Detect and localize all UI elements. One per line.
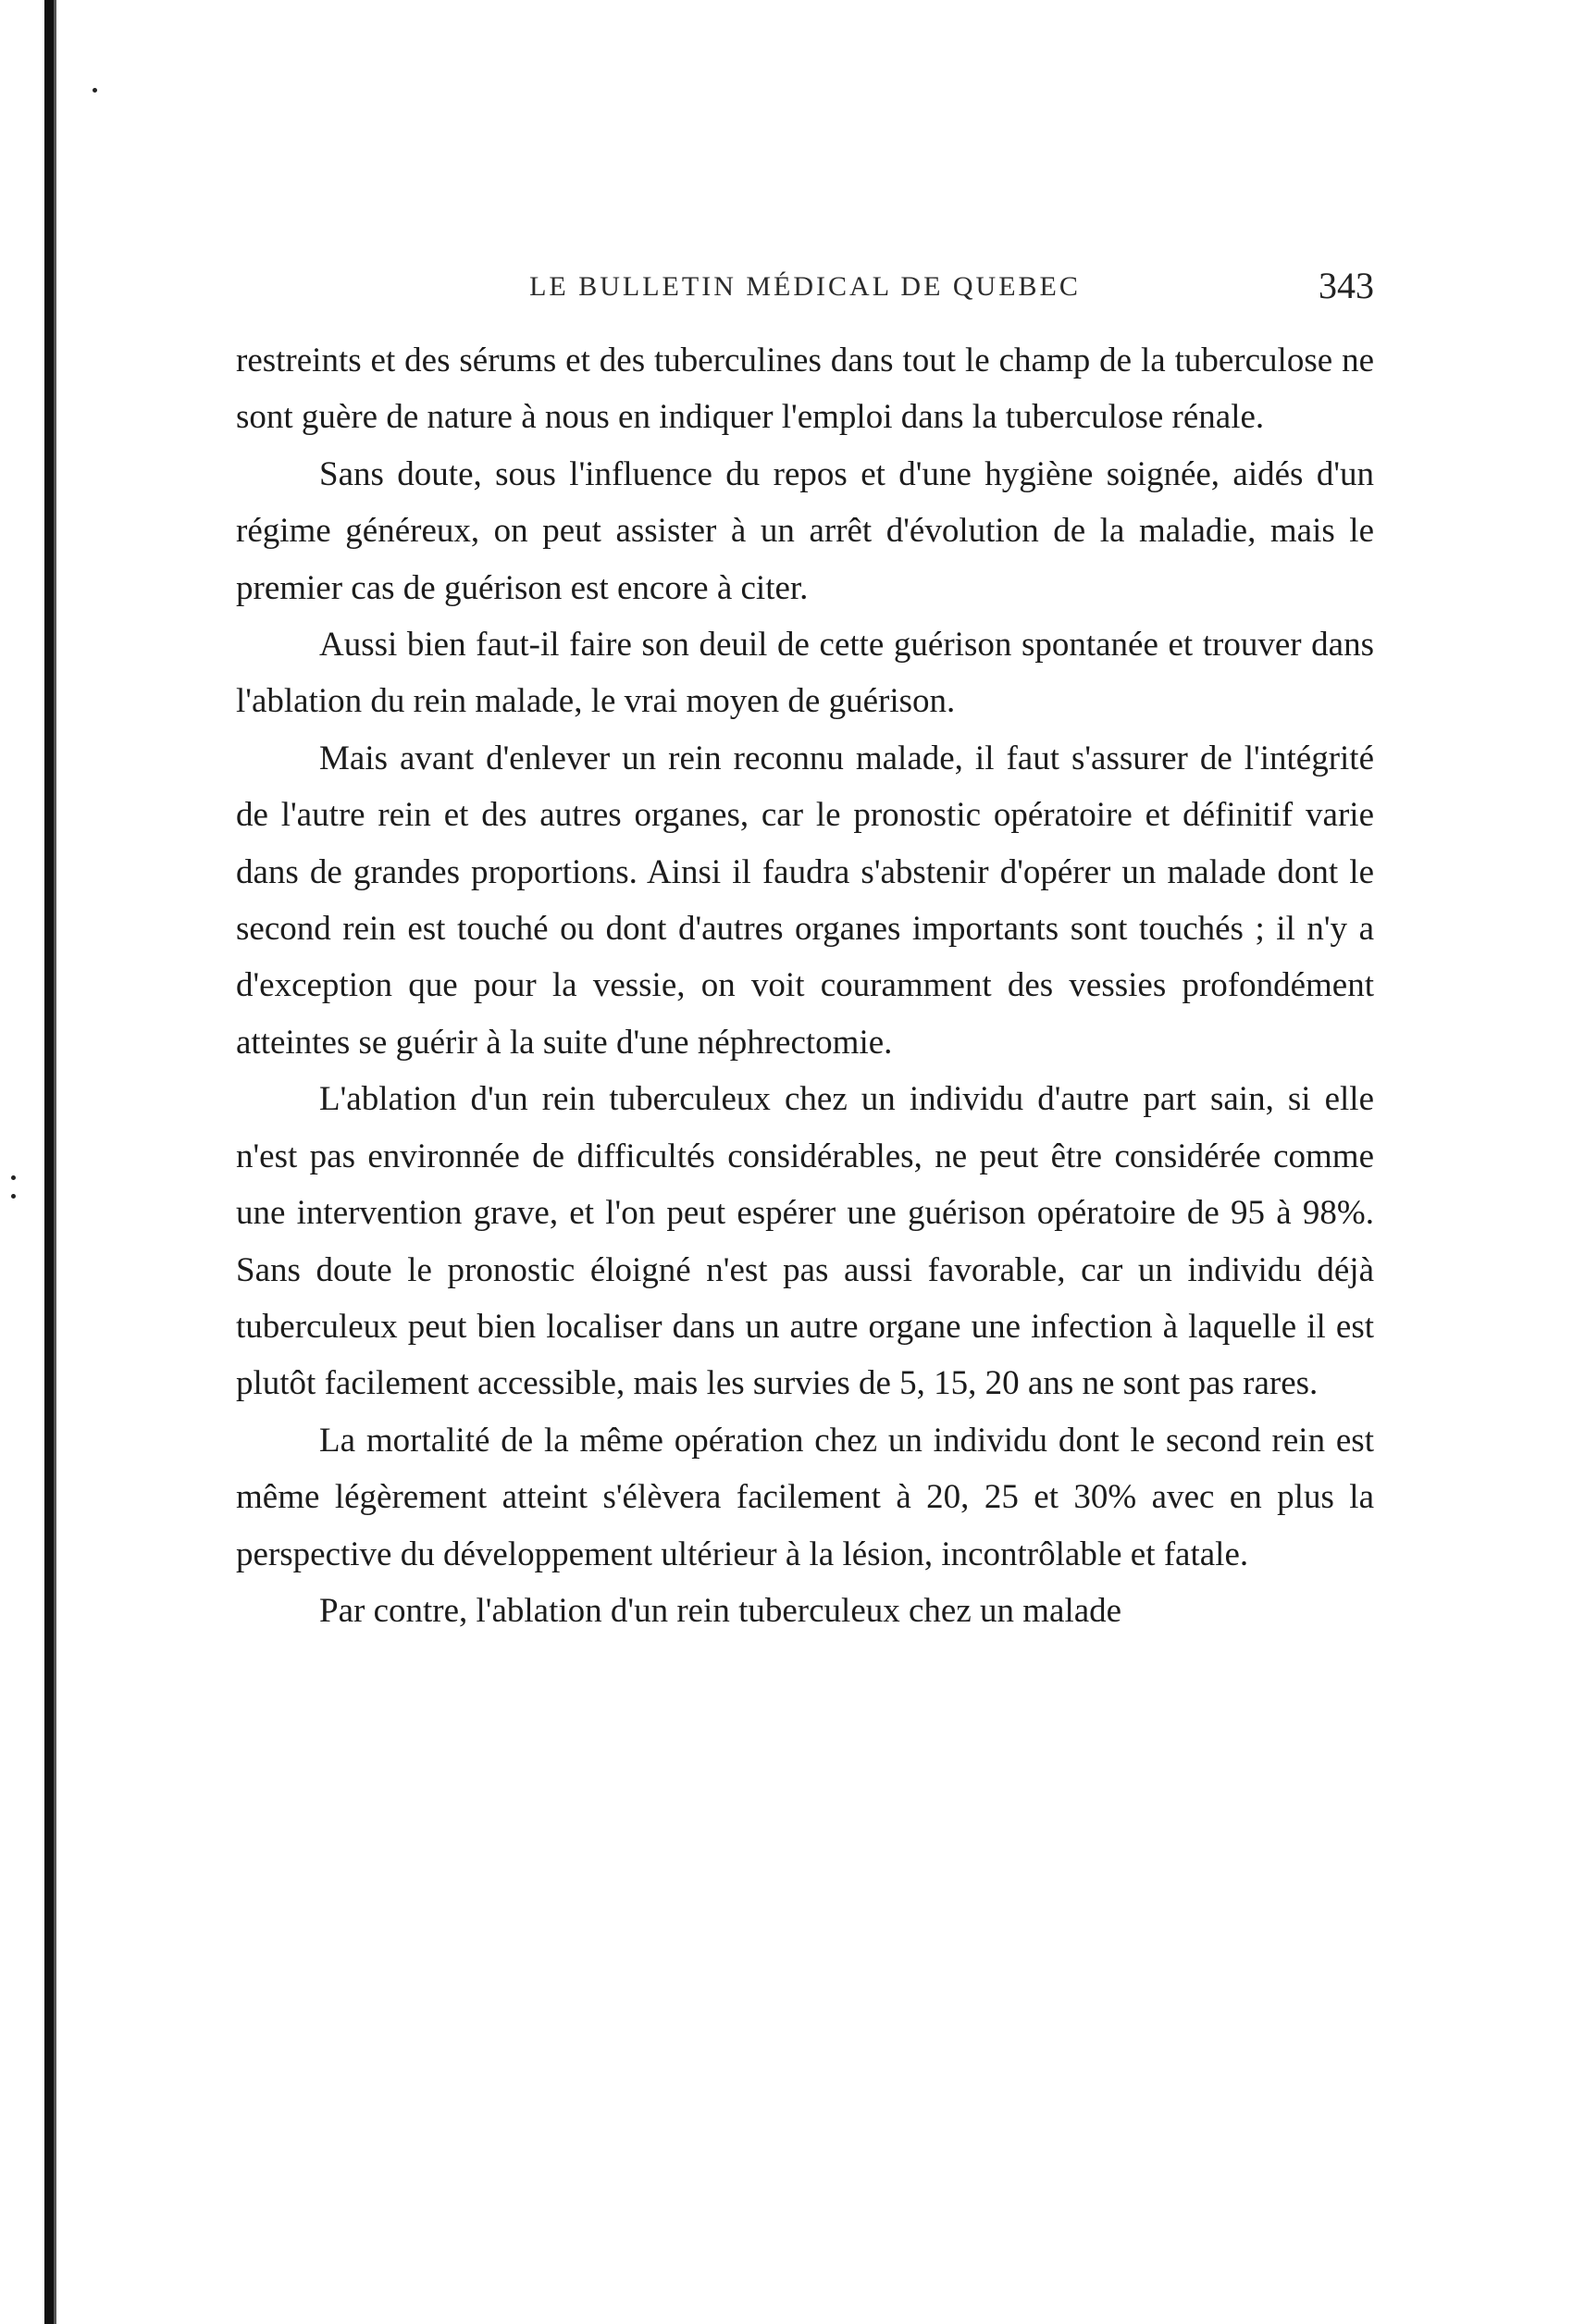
scan-speck [11,1194,16,1199]
paragraph: La mortalité de la même opération chez un individu dont le second rein est même légèrement atteint s'élèvera facilement à 20, 25 et 30% avec en plus la perspective du développement ultérieur à la lésion, incontrôlable et fatale. [236,1421,1374,1573]
paragraph: Par contre, l'ablation d'un rein tuberculeux chez un malade [319,1591,1122,1630]
paragraph: L'ablation d'un rein tuberculeux chez un individu d'autre part sain, si elle n'est pas environnée de difficultés considérables, ne peut être considérée comme une intervention grave, et l'on peut espérer une guérison opératoire de 95 à 98%. Sans doute le pronostic éloigné n'est pas aussi favorable, car un individu déjà tuberculeux peut bien localiser dans un autre organe une infection à laquelle il est plutôt facilement accessible, mais les survies de 5, 15, 20 ans ne sont pas rares. [236,1080,1374,1403]
running-title: LE BULLETIN MÉDICAL DE QUEBEC [529,271,1081,302]
paragraph: Sans doute, sous l'influence du repos et d'une hygiène soignée, aidés d'un régime généreux, on peut assister à un arrêt d'évolution de la maladie, mais le premier cas de guérison est encore à citer. [236,454,1374,607]
scan-speck [11,1175,16,1180]
paragraph: Mais avant d'enlever un rein reconnu malade, il faut s'assurer de l'intégrité de l'autre rein et des autres organes, car le pronostic opératoire et définitif varie dans de grandes proportions. Ainsi il faudra s'abstenir d'opérer un malade dont le second rein est touché ou dont d'autres organes importants sont touchés ; il n'y a d'exception que pour la vessie, on voit couramment des vessies profondément atteintes se guérir à la suite d'une néphrectomie. [236,739,1374,1062]
scan-binding-edge [44,0,54,2324]
body-text [236,332,1374,1639]
page-number: 343 [1319,265,1374,306]
book-page [236,264,1374,1639]
scan-speck [93,88,97,93]
paragraph: Aussi bien faut-il faire son deuil de cette guérison spontanée et trouver dans l'ablation du rein malade, le vrai moyen de guérison. [236,626,1374,721]
running-head [236,264,1374,319]
scan-binding-shadow [54,0,56,2324]
paragraph-continuation: restreints et des sérums et des tuberculines dans tout le champ de la tuberculose ne sont guère de nature à nous en indiquer l'emploi dans la tuberculose rénale. [236,342,1374,437]
